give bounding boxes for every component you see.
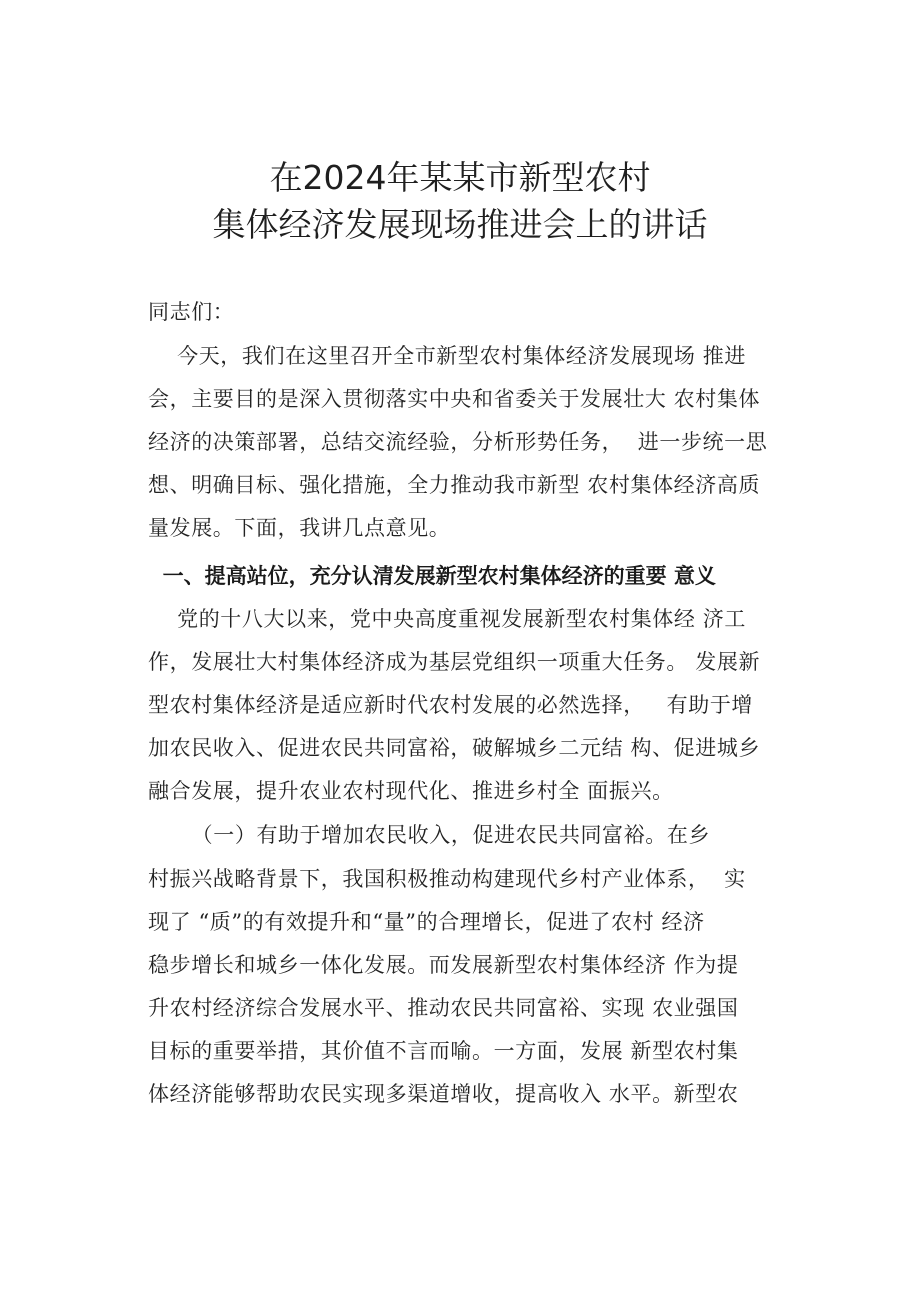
paragraph-line: 作，发展壮大村集体经济成为基层党组织一项重大任务。 发展新: [148, 650, 761, 674]
section-heading: 一、提高站位，充分认清发展新型农村集体经济的重要 意义: [148, 564, 716, 588]
paragraph-line: 加农民收入、促进农民共同富裕，破解城乡二元结 构、促进城乡: [148, 736, 761, 760]
paragraph-line: 融合发展，提升农业农村现代化、推进乡村全 面振兴。: [148, 779, 674, 803]
paragraph-line: 型农村集体经济是适应新时代农村发展的必然选择， 有助于增: [148, 693, 754, 717]
paragraph-line: 现了 “质”的有效提升和“量”的合理增长，促进了农村 经济: [148, 910, 705, 934]
paragraph-line: 想、明确目标、强化措施，全力推动我市新型 农村集体经济高质: [148, 473, 761, 497]
paragraph-line: 党的十八大以来，党中央高度重视发展新型农村集体经 济工: [148, 607, 746, 631]
paragraph-line: 目标的重要举措，其价值不言而喻。一方面，发展 新型农村集: [148, 1039, 739, 1063]
paragraph-line: 今天，我们在这里召开全市新型农村集体经济发展现场 推进: [148, 344, 746, 368]
paragraph-line: 会，主要目的是深入贯彻落实中央和省委关于发展壮大 农村集体: [148, 387, 761, 411]
paragraph-line: 村振兴战略背景下，我国积极推动构建现代乡村产业体系， 实: [148, 867, 746, 891]
paragraph-line: 升农村经济综合发展水平、推动农民共同富裕、实现 农业强国: [148, 996, 739, 1020]
paragraph-line: 稳步增长和城乡一体化发展。而发展新型农村集体经济 作为提: [148, 953, 739, 977]
salutation: 同志们：: [148, 300, 235, 324]
document-title-line-2: 集体经济发展现场推进会上的讲话: [212, 205, 708, 244]
paragraph-line: 体经济能够帮助农民实现多渠道增收，提高收入 水平。新型农: [148, 1082, 739, 1106]
paragraph-line: 经济的决策部署，总结交流经验，分析形势任务， 进一步统一思: [148, 430, 768, 454]
paragraph-line: （一）有助于增加农民收入，促进农民共同富裕。在乡: [148, 823, 711, 847]
document-title-line-1: 在2024年某某市新型农村: [269, 158, 651, 197]
paragraph-line: 量发展。下面，我讲几点意见。: [148, 516, 451, 540]
